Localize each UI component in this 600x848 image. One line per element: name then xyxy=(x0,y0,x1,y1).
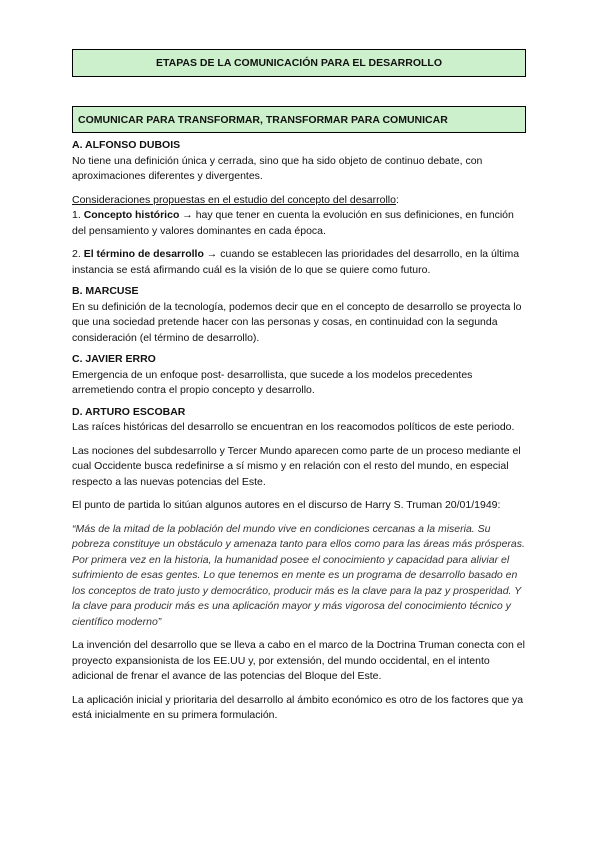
considerations-label: Consideraciones propuestas en el estudio del concepto del desarrollo xyxy=(72,193,396,206)
considerations-colon: : xyxy=(395,193,399,206)
escobar-paragraph-5: La aplicación inicial y prioritaria del desarrollo al ámbito económico es otro de los factores que ya está inicialmente en su primera formulación. xyxy=(72,693,524,721)
marcuse-text: En su definición de la tecnología, podemos decir que en el concepto de desarrollo se proyecta lo que una sociedad pretende hacer con las personas y cosas, en continuidad con la segunda consideración (el término de desarrollo). xyxy=(72,300,522,344)
item-1-number: 1. xyxy=(72,209,84,221)
escobar-paragraph-3: El punto de partida lo sitúan algunos autores en el discurso de Harry S. Truman 20/01/1949: xyxy=(72,499,501,511)
heading-marcuse: B. MARCUSE xyxy=(72,285,139,297)
item-1-term: Concepto histórico xyxy=(83,209,180,221)
item-2-term: El término de desarrollo xyxy=(83,248,204,260)
truman-quote: “Más de la mitad de la población del mundo vive en condiciones cercanas a la miseria. Su pobreza constituye un obstáculo y amenaza tanto para ellos como para las áreas más prósperas. Por primera vez en la historia, la humanidad posee el conocimiento y capacidad para aliviar el sufrimiento de esas gentes. Lo que tenemos en mente es un programa de desarrollo basado en los conceptos de trato justo y democrático, producir más es la clave para la paz y prosperidad. Y la clave para producir más es una aplicación mayor y más vigorosa del conocimiento técnico y científico moderno” xyxy=(72,522,525,628)
considerations-line xyxy=(72,193,527,209)
heading-escobar: D. ARTURO ESCOBAR xyxy=(72,405,186,418)
document-title-banner: ETAPAS DE LA COMUNICACIÓN PARA EL DESARROLLO xyxy=(72,49,526,77)
document-body xyxy=(72,138,527,724)
item-1-text: → hay que tener en cuenta la evolución en sus definiciones, en función del pensamiento y valores dominantes en cada época. xyxy=(72,209,514,237)
consideration-item-1 xyxy=(72,208,527,239)
heading-erro: C. JAVIER ERRO xyxy=(72,353,156,365)
escobar-paragraph-1: Las raíces históricas del desarrollo se encuentran en los reacomodos políticos de este periodo. xyxy=(72,421,515,433)
item-2-number: 2. xyxy=(72,248,84,260)
section-title-banner: COMUNICAR PARA TRANSFORMAR, TRANSFORMAR PARA COMUNICAR xyxy=(72,106,526,133)
consideration-item-2 xyxy=(72,247,527,278)
heading-dubois: A. ALFONSO DUBOIS xyxy=(72,139,181,151)
escobar-paragraph-2: Las nociones del subdesarrollo y Tercer Mundo aparecen como parte de un proceso mediante el cual Occidente busca redefinirse a sí mismo y en relación con el resto del mundo, en especial respecto a las nuevas potencias del Este. xyxy=(72,444,521,488)
erro-text: Emergencia de un enfoque post- desarrollista, que sucede a los modelos precedentes arremetiendo contra el propio concepto y desarrollo. xyxy=(72,368,473,396)
escobar-paragraph-4: La invención del desarrollo que se lleva a cabo en el marco de la Doctrina Truman conecta con el proyecto expansionista de los EE.UU y, por extensión, del mundo occidental, en el intento adicional de frenar el avance de las potencias del Bloque del Este. xyxy=(72,639,525,682)
item-2-text: → cuando se establecen las prioridades del desarrollo, en la última instancia se está afirmando cuál es la visión de lo que se quiere como futuro. xyxy=(72,248,520,276)
dubois-intro: No tiene una definición única y cerrada, sino que ha sido objeto de continuo debate, con aproximaciones diferentes y divergentes. xyxy=(72,154,483,182)
